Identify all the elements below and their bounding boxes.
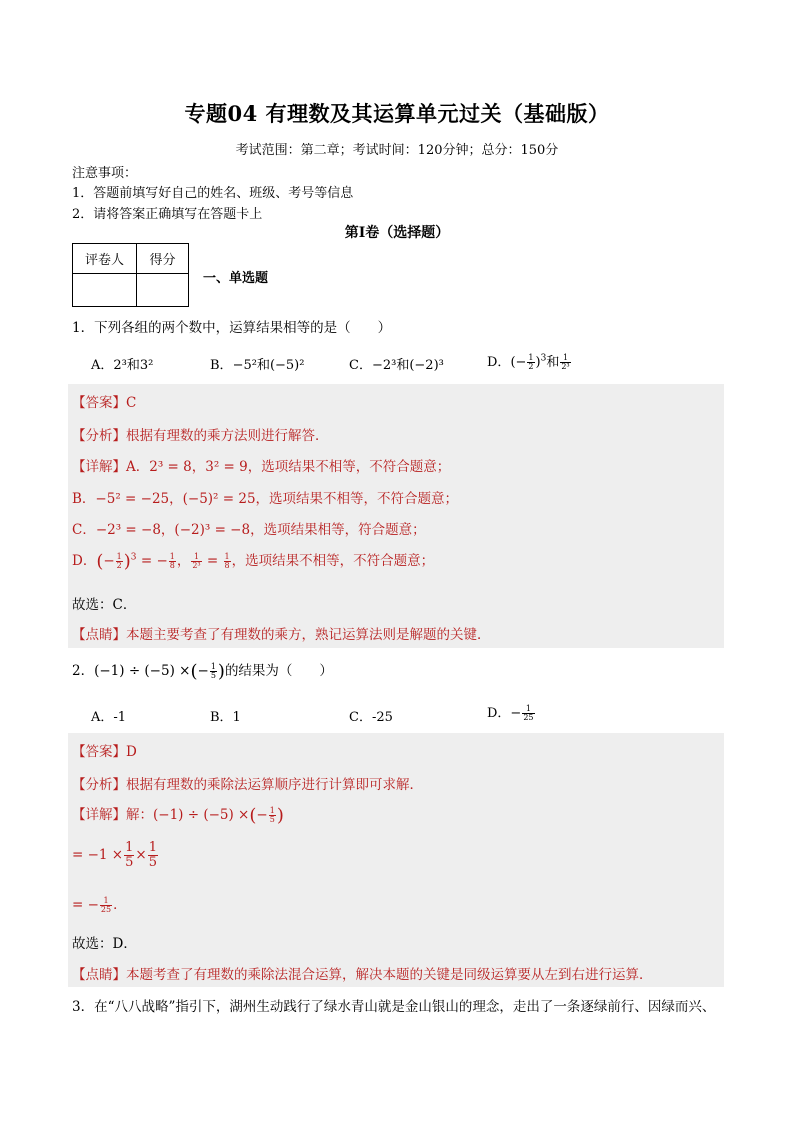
- q2-step2: = − $\frac{1}{25}$ ．: [72, 896, 127, 914]
- note-item: 1．答题前填写好自己的姓名、班级、考号等信息: [72, 186, 354, 201]
- q1-detail-a: 【详解】A．2³ = 8，3² = 9，选项结果不相等，不符合题意；: [72, 459, 451, 475]
- q2-comment: 【点睛】本题考查了有理数的乘除法混合运算，解决本题的关键是同级运算要从左到右进行运算．: [72, 967, 653, 983]
- score-table-header: 得分: [137, 244, 189, 274]
- q1-comment: 【点睛】本题主要考查了有理数的乘方，熟记运算法则是解题的关键．: [72, 627, 491, 643]
- q1-answer-block: [68, 384, 724, 648]
- option-b: B．1: [210, 710, 241, 725]
- q1-answer: 【答案】C: [72, 395, 137, 411]
- q1-detail-d: D．(− $\frac{1}{2}$ )$^3$ = − $\frac{1}{8}$ ， $\frac{1}{\text{2³}}$ = $\frac{1}{8}$ ，选项结果不相等，不符合题意；: [72, 551, 435, 572]
- score-table: [72, 243, 189, 307]
- option-b: B．−5²和(−5)²: [210, 358, 305, 373]
- q1-choice: 故选：C．: [72, 597, 137, 613]
- option-d: D．(− $\frac{1}{2}$ )$^3$和 $\frac{1}{\text{2³}}$: [487, 353, 570, 371]
- q1-detail-c: C．−2³ = −8，(−2)³ = −8，选项结果相等，符合题意；: [72, 522, 426, 538]
- q1-analysis: 【分析】根据有理数的乘方法则进行解答．: [72, 428, 329, 444]
- q2-answer: 【答案】D: [72, 744, 137, 760]
- note-item: 2．请将答案正确填写在答题卡上: [72, 207, 263, 222]
- q2-choice: 故选：D．: [72, 936, 137, 952]
- option-d: D．− $\frac{1}{25}$: [487, 704, 534, 722]
- q1-detail-b: B．−5² = −25，(−5)² = 25，选项结果不相等，不符合题意；: [72, 491, 459, 507]
- section-title: 一、单选题: [203, 271, 269, 286]
- option-a: A．-1: [91, 710, 127, 725]
- score-cell[interactable]: [137, 274, 189, 307]
- q2-step1: = −1 × $\frac{1}{5}$ × $\frac{1}{5}$: [72, 840, 157, 870]
- score-table-header: 评卷人: [73, 244, 137, 274]
- volume-title: 第I卷（选择题）: [344, 225, 450, 241]
- question-3-stem: 3．在“八八战略”指引下，湖州生动践行了绿水青山就是金山银山的理念，走出了一条逐绿前行、因绿而兴、: [72, 999, 716, 1015]
- page-title: 专题04 有理数及其运算单元过关（基础版）: [184, 101, 610, 126]
- question-1-stem: 1．下列各组的两个数中，运算结果相等的是（ ）: [72, 320, 392, 336]
- option-a: A．2³和3²: [91, 358, 154, 373]
- q2-analysis: 【分析】根据有理数的乘除法运算顺序进行计算即可求解．: [72, 777, 423, 793]
- notes-heading: 注意事项：: [72, 166, 138, 181]
- exam-info: 考试范围：第二章；考试时间：120分钟；总分：150分: [235, 143, 559, 158]
- question-2-stem: 2．(−1) ÷ (−5) ×(− $\frac{1}{5}$ )的结果为（ ）: [72, 661, 333, 682]
- grader-cell[interactable]: [73, 274, 137, 307]
- q2-answer-block: [68, 733, 724, 987]
- q2-detail: 【详解】解：(−1) ÷ (−5) ×(− $\frac{1}{5}$ ): [72, 805, 284, 826]
- option-c: C．−2³和(−2)³: [349, 358, 444, 373]
- option-c: C．-25: [349, 710, 393, 725]
